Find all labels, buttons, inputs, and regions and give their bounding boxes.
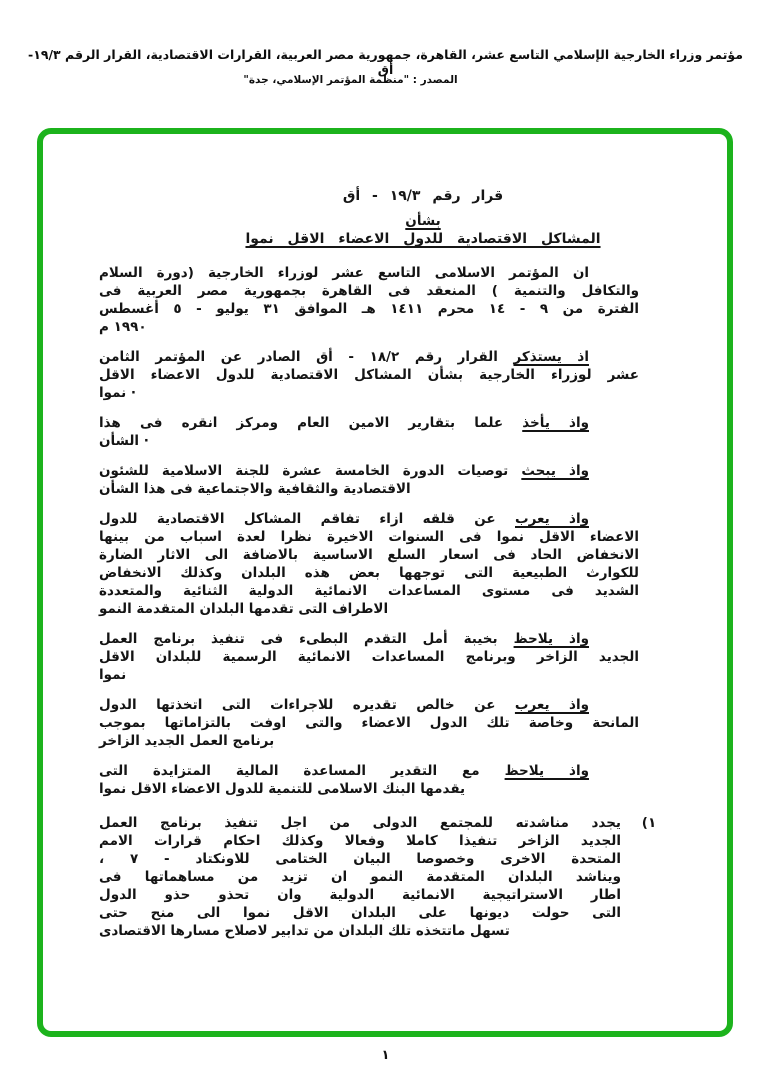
document-line: تسهل ماتتخذه تلك البلدان من تدابير لاصلاح مسارها الاقتصادى [99,923,510,939]
document-line: واذ يبحث توصيات الدورة الخامسة عشرة للجنة الاسلامية للشئون [99,463,589,479]
document-line: اطار الاستراتيجية الانمائية الدولية وان تحذو حذو الدول [99,887,621,903]
document-line: واذ يأخذ علما بتقارير الامين العام ومركز انقره فى هذا [99,415,589,431]
document-line: واذ يلاحظ مع التقدير المساعدة المالية المتزايدة التى [99,763,589,779]
document-line: ان المؤتمر الاسلامى التاسع عشر لوزراء الخارجية (دورة السلام [99,265,589,281]
document-line: عشر لوزراء الخارجية بشأن المشاكل الاقتصادية للدول الاعضاء الاقل [99,367,639,383]
paragraph [99,510,639,618]
document-line: نموا [99,667,127,683]
document-line: ويناشد البلدان المتقدمة النمو ان تزيد من مساهماتها فى [99,869,621,885]
underlined-lead-phrase: اذ يستذكر [513,349,589,365]
document-line: · الشأن [99,433,149,449]
document-line: المانحة وخاصة تلك الدول الاعضاء والتى اوفت بالتزاماتها بموجب [99,715,639,731]
paragraph [99,630,639,684]
document-line: برنامج العمل الجديد الزاخر [99,733,275,749]
paragraph [99,762,639,798]
citation-header: مؤتمر وزراء الخارجية الإسلامي التاسع عشر، القاهرة، جمهورية مصر العربية، القرارات الاقتصادية، القرار الرقم ١٩/٣-أق [28,47,743,77]
document-line: المتحدة الاخرى وخصوصا البيان الختامى للاونكتاد - ٧ ، [99,851,621,867]
document-line: ١٩٩٠ م [99,319,147,335]
document-body [99,264,657,940]
document-line: الاعضاء الاقل نموا فى السنوات الاخيرة نظرا لعدة اسباب من بينها [99,529,639,545]
document-line: الجديد الزاخر تنفيذا كاملا وفعالا وكذلك احكام قرارات الامم [99,833,621,849]
paragraph [99,414,639,450]
document-line: يجدد مناشدته للمجتمع الدولى من اجل تنفيذ برنامج العمل [99,815,621,831]
paragraph [99,348,639,402]
paragraph [99,264,639,336]
document-line: · نموا [99,385,137,401]
document-line: يقدمها البنك الاسلامى للتنمية للدول الاعضاء الاقل نموا [99,781,466,797]
document-sheet [43,134,727,1031]
underlined-lead-phrase: واذ يلاحظ [513,631,590,647]
paragraph [99,462,639,498]
document-line: الشديد فى مستوى المساعدات الانمائية الدولية الثنائية والمتعددة [99,583,639,599]
item-number: ١) [641,815,657,831]
underlined-lead-phrase: واذ يلاحظ [504,763,589,779]
decision-title-block [153,188,693,247]
document-line: التى حولت ديونها على البلدان الاقل نموا الى منح حتى [99,905,621,921]
decision-number-title: قرار رقم ١٩/٣ - أق [342,188,504,204]
underlined-lead-phrase: واذ يأخذ [522,415,589,431]
document-line: واذ يعرب عن قلقه ازاء تفاقم المشاكل الاقتصادية للدول [99,511,589,527]
numbered-item [99,814,667,940]
document-line: واذ يلاحظ بخيبة أمل التقدم البطىء فى تنفيذ برنامج العمل [99,631,590,647]
document-line: الجديد الزاخر وبرنامج المساعدات الانمائية الرسمية للبلدان الاقل [99,649,639,665]
document-paragraphs [99,264,639,798]
document-line: الفترة من ٩ - ١٤ محرم ١٤١١ هـ الموافق ٣١ يوليو - ٥ أغسطس [99,301,639,317]
document-line: الاطراف التى تقدمها البلدان المتقدمة النمو [99,601,389,617]
document-line: الانخفاض الحاد فى اسعار السلع الاساسية بالاضافة الى الاثار الضارة [99,547,639,563]
paragraph [99,696,639,750]
page-number: ١ [381,1048,390,1063]
underlined-lead-phrase: واذ يعرب [515,511,589,527]
decision-subject-title: المشاكل الاقتصادية للدول الاعضاء الاقل نموا [245,231,601,247]
document-line: واذ يعرب عن خالص تقديره للاجراءات التى اتخذتها الدول [99,697,589,713]
source-line: المصدر : "منظمة المؤتمر الإسلامي، جدة" [243,74,458,86]
document-items [99,814,657,940]
scanned-document-frame [37,128,733,1037]
item-text [99,814,621,940]
document-line: للكوارث الطبيعية التى توجهها بعض هذه البلدان وكذلك الانخفاض [99,565,639,581]
underlined-lead-phrase: واذ يبحث [521,463,589,479]
underlined-lead-phrase: واذ يعرب [514,697,589,713]
document-line: والتكافل والتنمية ) المنعقد فى القاهرة بجمهورية مصر العربية فى [99,283,639,299]
document-line: اذ يستذكر القرار رقم ١٨/٢ - أق الصادر عن المؤتمر الثامن [99,349,589,365]
decision-subject-label: بشأن [405,213,441,229]
document-line: الاقتصادية والثقافية والاجتماعية فى هذا الشأن [99,481,411,497]
